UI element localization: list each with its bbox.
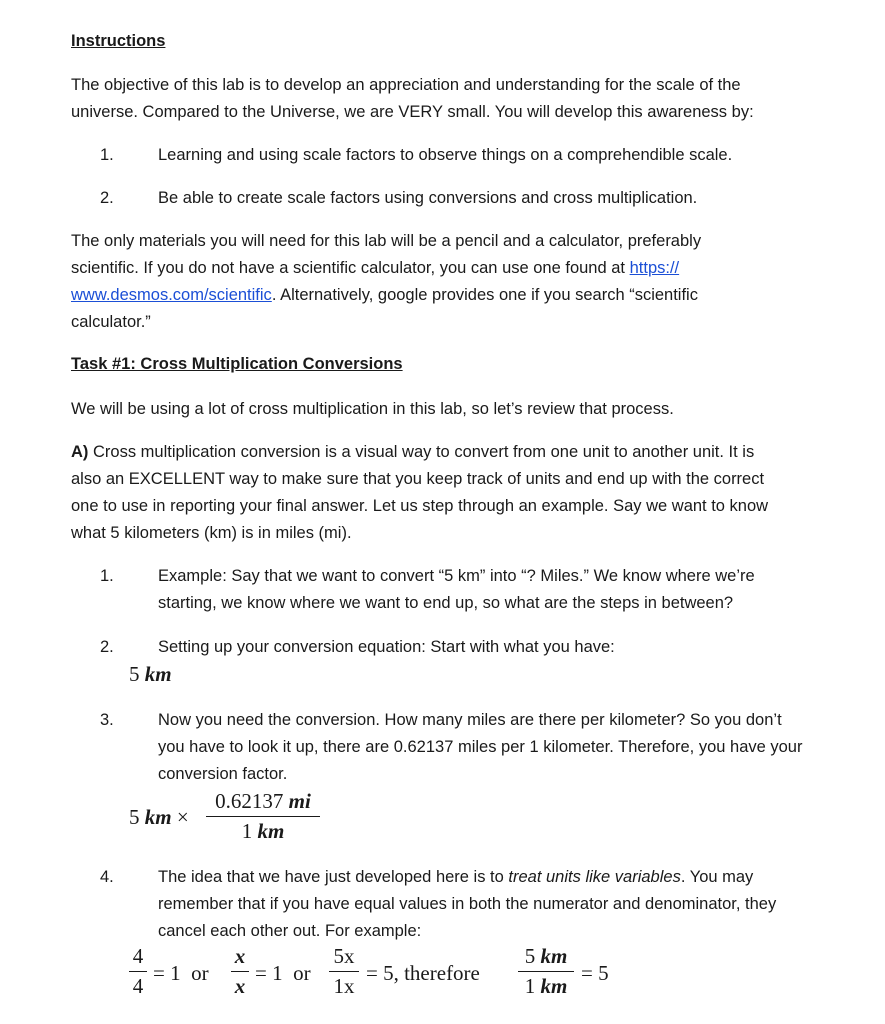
- step-4-line-2: remember that if you have equal values in both the numerator and denominator, they: [158, 895, 777, 913]
- step-body: [158, 864, 858, 945]
- example-frac-5x-over-1x: [329, 944, 359, 998]
- partA-paragraph: [71, 439, 823, 547]
- or-word: or: [191, 961, 209, 985]
- example-frac-km-over-km: [518, 944, 574, 998]
- step-4-line-3: cancel each other out. For example:: [158, 922, 422, 940]
- math-five: 5: [129, 662, 140, 686]
- materials-line-1: The only materials you will need for this lab will be a pencil and a calculator, preferably: [71, 232, 702, 250]
- partA-line-3: one to use in reporting your final answer. Let us step through an example. Say we want to know: [71, 497, 769, 515]
- objective-line-2: universe. Compared to the Universe, we are VERY small. You will develop this awareness by:: [71, 103, 754, 121]
- example-frac-x-over-x: [231, 944, 249, 998]
- frac-den: x: [234, 974, 246, 998]
- materials-line-4: calculator.”: [71, 313, 151, 331]
- step-body: [158, 634, 858, 661]
- frac-den-value: 1: [524, 974, 536, 998]
- desmos-link-part-1[interactable]: https://: [629, 259, 680, 277]
- frac-num: 4: [132, 944, 144, 968]
- step-number: 1.: [100, 567, 114, 585]
- materials-line-3: [71, 282, 823, 309]
- step-number: 3.: [100, 711, 114, 729]
- math-five: 5: [129, 805, 140, 829]
- materials-line-3-text: . Alternatively, google provides one if you search “scientific: [271, 286, 698, 304]
- step-body: [158, 563, 858, 617]
- step-3-line-1: Now you need the conversion. How many miles are there per kilometer? So you don’t: [158, 711, 782, 729]
- eq-one: = 1: [153, 961, 181, 985]
- objective-paragraph: [71, 72, 823, 126]
- fraction-bar: [206, 816, 320, 817]
- goal-number: 2.: [100, 189, 114, 207]
- step-2-line-1: Setting up your conversion equation: Start with what you have:: [158, 638, 615, 656]
- partA-line-1: Cross multiplication conversion is a visual way to convert from one unit to another unit. It is: [88, 443, 755, 461]
- frac-num-unit: km: [540, 944, 568, 968]
- conv-denominator-unit: km: [257, 819, 285, 843]
- step-3-line-3: conversion factor.: [158, 765, 288, 783]
- step-1-line-2: starting, we know where we want to end up, so what are the steps in between?: [158, 594, 734, 612]
- step-number: 4.: [100, 868, 114, 886]
- frac-den-unit: km: [540, 974, 568, 998]
- step-3-line-2: you have to look it up, there are 0.62137 miles per 1 kilometer. Therefore, you have your: [158, 738, 803, 756]
- math-unit-km: km: [144, 805, 172, 829]
- fraction-bar: [231, 971, 249, 972]
- example-eq-one-a: [153, 961, 209, 986]
- conv-numerator-value: 0.62137: [215, 789, 284, 813]
- partA-line-2: also an EXCELLENT way to make sure that you keep track of units and end up with the correct: [71, 470, 765, 488]
- task1-heading: Task #1: Cross Multiplication Conversions: [71, 355, 403, 373]
- frac-den: 4: [132, 974, 144, 998]
- goal-text: Be able to create scale factors using conversions and cross multiplication.: [158, 189, 698, 207]
- step-4-emphasis: treat units like variables: [508, 868, 681, 886]
- step-4-line-1a: The idea that we have just developed here is to: [158, 868, 509, 886]
- partA-line-4: what 5 kilometers (km) is in miles (mi).: [71, 524, 352, 542]
- example-eq-five-therefore: = 5, therefore: [366, 961, 480, 985]
- instructions-heading: Instructions: [71, 32, 166, 50]
- materials-paragraph: [71, 228, 823, 336]
- example-eq-one-b: [255, 961, 311, 986]
- partA-label: A): [71, 443, 89, 461]
- step-number: 2.: [100, 638, 114, 656]
- fraction-bar: [329, 971, 359, 972]
- step-1-line-1: Example: Say that we want to convert “5 km” into “? Miles.” We know where we’re: [158, 567, 755, 585]
- goal-text: Learning and using scale factors to observe things on a comprehendible scale.: [158, 146, 733, 164]
- conv-numerator-unit: mi: [288, 789, 311, 813]
- fraction-bar: [518, 971, 574, 972]
- step-4-line-1b: . You may: [680, 868, 754, 886]
- or-word: or: [293, 961, 311, 985]
- frac-num: x: [234, 944, 246, 968]
- conv-denominator-value: 1: [241, 819, 253, 843]
- conversion-fraction: [206, 789, 320, 843]
- eq-one: = 1: [255, 961, 283, 985]
- desmos-link-part-2[interactable]: www.desmos.com/scientific: [71, 286, 272, 304]
- materials-line-2-text: scientific. If you do not have a scientific calculator, you can use one found at: [71, 259, 625, 277]
- fraction-bar: [129, 971, 147, 972]
- math-unit-km: km: [144, 662, 172, 686]
- materials-line-2: [71, 255, 823, 282]
- example-final-eq: = 5: [581, 961, 609, 985]
- frac-num-value: 5: [524, 944, 536, 968]
- step-body: [158, 707, 858, 788]
- task1-intro: We will be using a lot of cross multiplication in this lab, so let’s review that process.: [71, 400, 674, 418]
- step-3-lhs: [129, 805, 189, 830]
- frac-den: 1x: [333, 974, 355, 998]
- math-times: ×: [176, 805, 189, 829]
- goal-number: 1.: [100, 146, 114, 164]
- step-2-expression: [129, 662, 172, 687]
- example-frac-4-over-4: [129, 944, 147, 998]
- objective-line-1: The objective of this lab is to develop an appreciation and understanding for the scale of the: [71, 76, 741, 94]
- frac-num: 5x: [333, 944, 355, 968]
